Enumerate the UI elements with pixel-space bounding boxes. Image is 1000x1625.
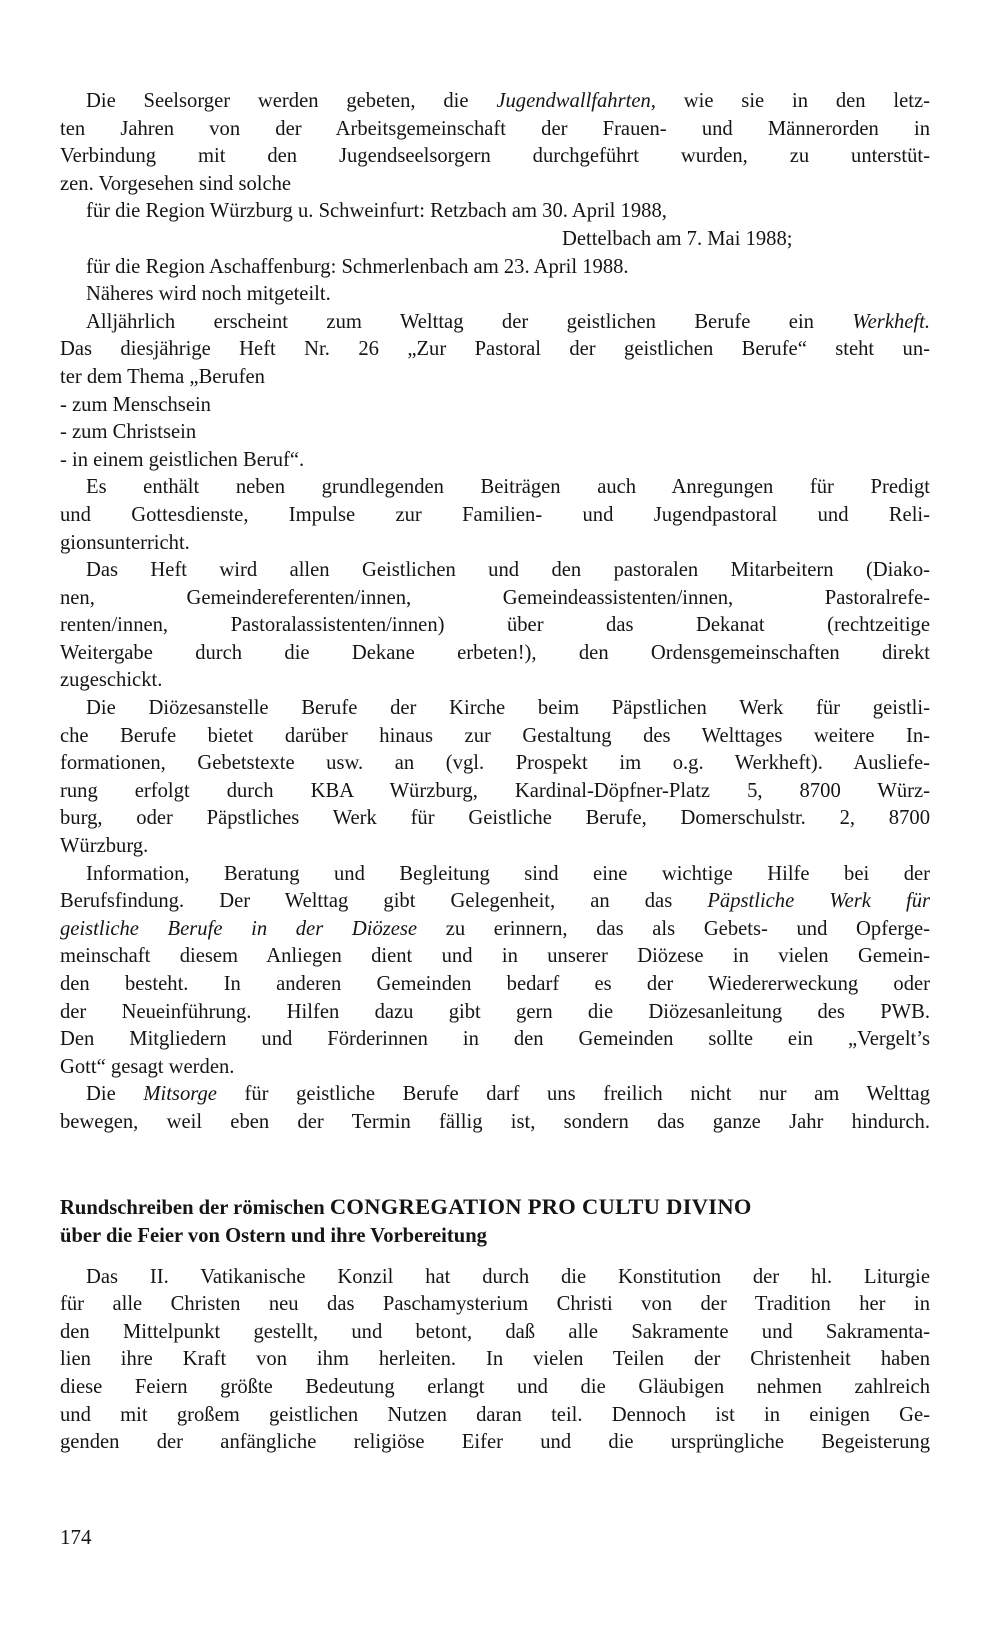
text-line: der Neueinführung. Hilfen dazu gibt gern die Diözesanleitung des PWB. [60, 1000, 930, 1023]
text-line: Information, Beratung und Begleitung sind eine wichtige Hilfe bei der [86, 862, 930, 885]
text-line: Das diesjährige Heft Nr. 26 „Zur Pastoral der geistlichen Berufe“ steht un- [60, 338, 930, 361]
section-heading [60, 1193, 930, 1250]
page-number: 174 [60, 1525, 92, 1549]
text-line: burg, oder Päpstliches Werk für Geistliche Berufe, Domerschulstr. 2, 8700 [60, 807, 930, 830]
region-dettelbach-line: Dettelbach am 7. Mai 1988; [562, 227, 793, 250]
paragraph-konzil [60, 1264, 930, 1457]
heading-spacer [60, 1250, 930, 1264]
region-wuerzburg-line: für die Region Würzburg u. Schweinfurt: Retzbach am 30. April 1988, [86, 200, 667, 223]
paragraph-dioezesanstelle [60, 695, 930, 861]
text-line: diese Feiern größte Bedeutung erlangt und die Gläubigen nehmen zahlreich [60, 1375, 930, 1398]
text-line: ten Jahren von der Arbeitsgemeinschaft der Frauen- und Männerorden in [60, 117, 930, 140]
paragraph-werkheft [60, 309, 930, 475]
text-line: lien ihre Kraft von ihm herleiten. In vielen Teilen der Christenheit haben [60, 1348, 930, 1371]
list-item: - in einem geistlichen Beruf“. [60, 448, 305, 471]
text-line: und mit großem geistlichen Nutzen daran teil. Dennoch ist in einigen Ge- [60, 1403, 930, 1426]
text-line: renten/innen, Pastoralassistenten/innen) über das Dekanat (rechtzeitige [60, 614, 930, 637]
text-line: Verbindung mit den Jugendseelsorgern durchgeführt wurden, zu unterstüt- [60, 145, 930, 168]
text-line: meinschaft diesem Anliegen dient und in unserer Diözese in vielen Gemein- [60, 945, 930, 968]
text-line: bewegen, weil eben der Termin fällig ist, sondern das ganze Jahr hindurch. [60, 1110, 930, 1133]
text-line: nen, Gemeindereferenten/innen, Gemeindeassistenten/innen, Pastoralrefe- [60, 586, 930, 609]
text-line: Die Diözesanstelle Berufe der Kirche beim Päpstlichen Werk für geistli- [86, 697, 930, 720]
text-line: und Gottesdienste, Impulse zur Familien- und Jugendpastoral und Reli- [60, 503, 930, 526]
text-line: zen. Vorgesehen sind solche [60, 172, 292, 195]
text-line: rung erfolgt durch KBA Würzburg, Kardinal-Döpfner-Platz 5, 8700 Würz- [60, 779, 930, 802]
text-line: Berufsfindung. Der Welttag gibt Gelegenheit, an das Päpstliche Werk für [60, 890, 931, 913]
section-spacer [60, 1137, 930, 1193]
paragraph-inhalt [60, 474, 930, 557]
text-line: che Berufe bietet darüber hinaus zur Gestaltung des Welttages weitere In- [60, 724, 930, 747]
text-line: Alljährlich erscheint zum Welttag der geistlichen Berufe ein Werkheft. [86, 310, 930, 333]
paragraph-versand [60, 557, 930, 695]
text-line: Gott“ gesagt werden. [60, 1055, 235, 1078]
text-line: gionsunterricht. [60, 531, 190, 554]
text-line: Das II. Vatikanische Konzil hat durch die Konstitution der hl. Liturgie [86, 1265, 930, 1288]
text-line: Es enthält neben grundlegenden Beiträgen auch Anregungen für Predigt [86, 476, 930, 499]
list-item: - zum Christsein [60, 421, 197, 444]
text-line: den besteht. In anderen Gemeinden bedarf es der Wiedererweckung oder [60, 973, 930, 995]
text-line: für alle Christen neu das Paschamysterium Christi von der Tradition her in [60, 1293, 930, 1316]
region-aschaffenburg-line: für die Region Aschaffenburg: Schmerlenbach am 23. April 1988. [86, 255, 629, 278]
text-line: Weitergabe durch die Dekane erbeten!), den Ordensgemeinschaften direkt [60, 641, 930, 664]
text-line: zugeschickt. [60, 669, 163, 692]
text-line: Würzburg. [60, 835, 149, 858]
note-line: Näheres wird noch mitgeteilt. [86, 283, 331, 306]
heading-line-2: über die Feier von Ostern und ihre Vorbereitung [60, 1224, 487, 1247]
text-line: ter dem Thema „Berufen [60, 365, 265, 388]
text-line: genden der anfängliche religiöse Eifer und die ursprüngliche Begeisterung [60, 1431, 930, 1454]
text-line: Den Mitgliedern und Förderinnen in den Gemeinden sollte ein „Vergelt’s [60, 1028, 930, 1051]
paragraph-information [60, 861, 930, 1082]
list-item: - zum Menschsein [60, 393, 211, 416]
text-line: Die Seelsorger werden gebeten, die Jugendwallfahrten, wie sie in den letz- [86, 90, 930, 112]
paragraph-mitsorge [60, 1081, 930, 1136]
document-page [60, 88, 930, 1457]
text-line: Das Heft wird allen Geistlichen und den pastoralen Mitarbeitern (Diako- [86, 559, 930, 582]
text-line: den Mittelpunkt gestellt, und betont, daß alle Sakramente und Sakramenta- [60, 1320, 930, 1343]
heading-line-1: Rundschreiben der römischen CONGREGATION PRO CULTU DIVINO [60, 1193, 752, 1219]
text-line: geistliche Berufe in der Diözese zu erinnern, das als Gebets- und Opferge- [60, 917, 930, 940]
text-line: formationen, Gebetstexte usw. an (vgl. Prospekt im o.g. Werkheft). Ausliefe- [60, 752, 930, 775]
text-line: Die Mitsorge für geistliche Berufe darf uns freilich nicht nur am Welttag [86, 1083, 930, 1106]
paragraph-jugendwallfahrten [60, 88, 930, 309]
